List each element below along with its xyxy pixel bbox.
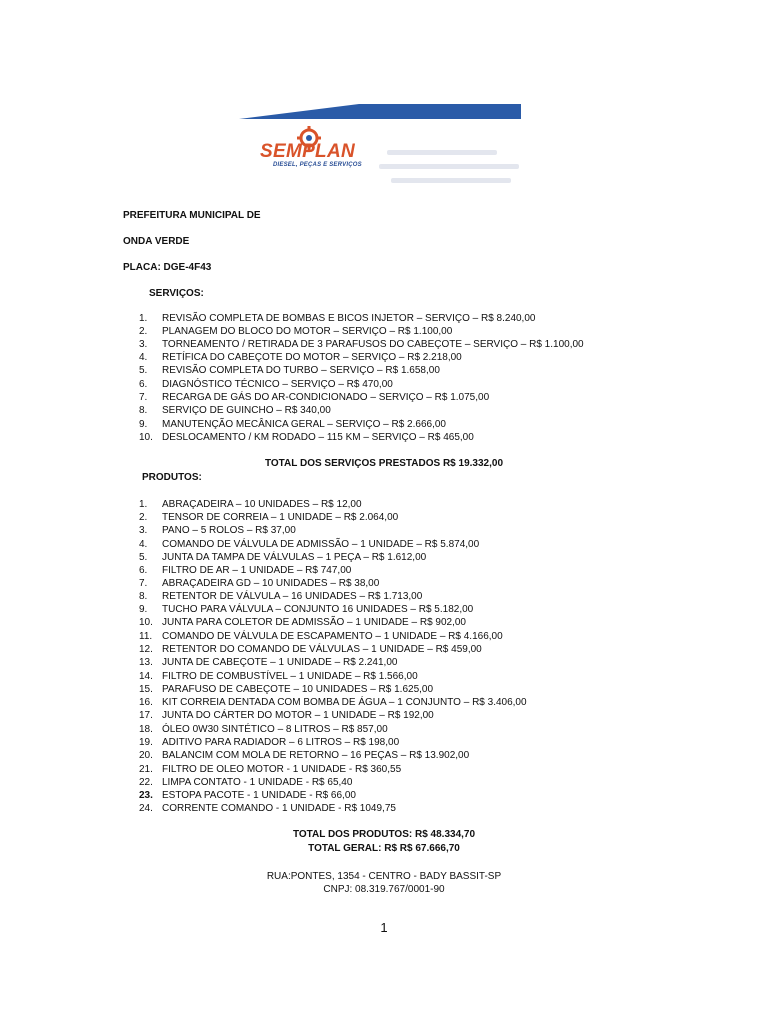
item-text: RETÍFICA DO CABEÇOTE DO MOTOR – SERVIÇO – R$ 2.218,00 (162, 352, 462, 363)
item-text: ÓLEO 0W30 SINTÉTICO – 8 LITROS – R$ 857,00 (162, 724, 388, 735)
item-text: COMANDO DE VÁLVULA DE ADMISSÃO – 1 UNIDADE – R$ 5.874,00 (162, 539, 480, 550)
item-text: DIAGNÓSTICO TÉCNICO – SERVIÇO – R$ 470,00 (162, 379, 393, 390)
item-number: 7. (139, 578, 148, 589)
item-number: 10. (139, 617, 153, 628)
item-number: 20. (139, 750, 153, 761)
item-number: 3. (139, 525, 148, 536)
item-text: LIMPA CONTATO - 1 UNIDADE - R$ 65,40 (162, 777, 353, 788)
item-text: PLANAGEM DO BLOCO DO MOTOR – SERVIÇO – R$ 1.100,00 (162, 326, 453, 337)
item-text: KIT CORREIA DENTADA COM BOMBA DE ÁGUA – 1 CONJUNTO – R$ 3.406,00 (162, 697, 527, 708)
logo-tagline: DIESEL, PEÇAS E SERVIÇOS (273, 162, 362, 168)
item-number: 15. (139, 684, 153, 695)
item-text: PANO – 5 ROLOS – R$ 37,00 (162, 525, 296, 536)
products-total: TOTAL DOS PRODUTOS: R$ 48.334,70 (292, 829, 476, 840)
item-text: TUCHO PARA VÁLVULA – CONJUNTO 16 UNIDADES – R$ 5.182,00 (162, 604, 474, 615)
item-text: CORRENTE COMANDO - 1 UNIDADE - R$ 1049,75 (162, 803, 396, 814)
item-number: 22. (139, 777, 153, 788)
item-number: 5. (139, 365, 148, 376)
services-title: SERVIÇOS: (149, 288, 204, 299)
item-number: 21. (139, 764, 153, 775)
item-number: 14. (139, 671, 153, 682)
item-text: TORNEAMENTO / RETIRADA DE 3 PARAFUSOS DO CABEÇOTE – SERVIÇO – R$ 1.100,00 (162, 339, 584, 350)
header-plate: PLACA: DGE-4F43 (123, 262, 212, 273)
footer-cnpj: CNPJ: 08.319.767/0001-90 (323, 884, 445, 895)
item-text: RETENTOR DO COMANDO DE VÁLVULAS – 1 UNIDADE – R$ 459,00 (162, 644, 482, 655)
logo-watermark-text (379, 144, 529, 192)
company-logo (239, 104, 529, 196)
item-text: RETENTOR DE VÁLVULA – 16 UNIDADES – R$ 1.713,00 (162, 591, 423, 602)
footer-address: RUA:PONTES, 1354 - CENTRO - BADY BASSIT-SP (266, 871, 502, 882)
item-number: 16. (139, 697, 153, 708)
item-number: 7. (139, 392, 148, 403)
item-number: 6. (139, 379, 148, 390)
item-number: 11. (139, 631, 153, 642)
item-text: JUNTA DA TAMPA DE VÁLVULAS – 1 PEÇA – R$ 1.612,00 (162, 552, 427, 563)
item-text: MANUTENÇÃO MECÂNICA GERAL – SERVIÇO – R$ 2.666,00 (162, 419, 446, 430)
item-text: FILTRO DE AR – 1 UNIDADE – R$ 747,00 (162, 565, 352, 576)
item-number: 1. (139, 499, 148, 510)
item-number: 19. (139, 737, 153, 748)
item-number: 10. (139, 432, 153, 443)
item-number: 12. (139, 644, 153, 655)
item-number: 4. (139, 539, 148, 550)
item-number: 24. (139, 803, 153, 814)
item-number: 9. (139, 419, 148, 430)
item-number: 1. (139, 313, 148, 324)
item-text: RECARGA DE GÁS DO AR-CONDICIONADO – SERVIÇO – R$ 1.075,00 (162, 392, 490, 403)
item-number: 9. (139, 604, 148, 615)
item-number: 4. (139, 352, 148, 363)
item-text: ABRAÇADEIRA GD – 10 UNIDADES – R$ 38,00 (162, 578, 380, 589)
item-number: 2. (139, 512, 148, 523)
products-title: PRODUTOS: (142, 472, 202, 483)
item-number: 13. (139, 657, 153, 668)
header-city: ONDA VERDE (123, 236, 190, 247)
item-number: 8. (139, 405, 148, 416)
item-text: PARAFUSO DE CABEÇOTE – 10 UNIDADES – R$ 1.625,00 (162, 684, 434, 695)
item-number: 8. (139, 591, 148, 602)
item-text: FILTRO DE COMBUSTÍVEL – 1 UNIDADE – R$ 1.566,00 (162, 671, 418, 682)
logo-name: SEMPLAN (260, 141, 355, 162)
item-number: 18. (139, 724, 153, 735)
grand-total: TOTAL GERAL: R$ R$ 67.666,70 (308, 843, 460, 854)
services-total: TOTAL DOS SERVIÇOS PRESTADOS R$ 19.332,00 (264, 458, 504, 469)
item-number: 17. (139, 710, 153, 721)
item-text: DESLOCAMENTO / KM RODADO – 115 KM – SERVIÇO – R$ 465,00 (162, 432, 474, 443)
item-text: TENSOR DE CORREIA – 1 UNIDADE – R$ 2.064,00 (162, 512, 399, 523)
item-text: REVISÃO COMPLETA DO TURBO – SERVIÇO – R$ 1.658,00 (162, 365, 440, 376)
item-number: 2. (139, 326, 148, 337)
item-text: ESTOPA PACOTE - 1 UNIDADE - R$ 66,00 (162, 790, 356, 801)
item-number: 23. (139, 790, 153, 801)
item-text: JUNTA DO CÁRTER DO MOTOR – 1 UNIDADE – R$ 192,00 (162, 710, 434, 721)
item-text: ADITIVO PARA RADIADOR – 6 LITROS – R$ 198,00 (162, 737, 400, 748)
item-number: 6. (139, 565, 148, 576)
item-text: SERVIÇO DE GUINCHO – R$ 340,00 (162, 405, 331, 416)
page-number: 1 (380, 920, 388, 935)
item-text: BALANCIM COM MOLA DE RETORNO – 16 PEÇAS – R$ 13.902,00 (162, 750, 470, 761)
item-text: ABRAÇADEIRA – 10 UNIDADES – R$ 12,00 (162, 499, 362, 510)
item-number: 3. (139, 339, 148, 350)
header-institution: PREFEITURA MUNICIPAL DE (123, 210, 261, 221)
item-text: JUNTA DE CABEÇOTE – 1 UNIDADE – R$ 2.241,00 (162, 657, 398, 668)
item-text: REVISÃO COMPLETA DE BOMBAS E BICOS INJETOR – SERVIÇO – R$ 8.240,00 (162, 313, 536, 324)
item-number: 5. (139, 552, 148, 563)
item-text: JUNTA PARA COLETOR DE ADMISSÃO – 1 UNIDADE – R$ 902,00 (162, 617, 466, 628)
item-text: FILTRO DE OLEO MOTOR - 1 UNIDADE - R$ 360,55 (162, 764, 402, 775)
logo-header-bar (239, 104, 521, 119)
item-text: COMANDO DE VÁLVULA DE ESCAPAMENTO – 1 UNIDADE – R$ 4.166,00 (162, 631, 503, 642)
